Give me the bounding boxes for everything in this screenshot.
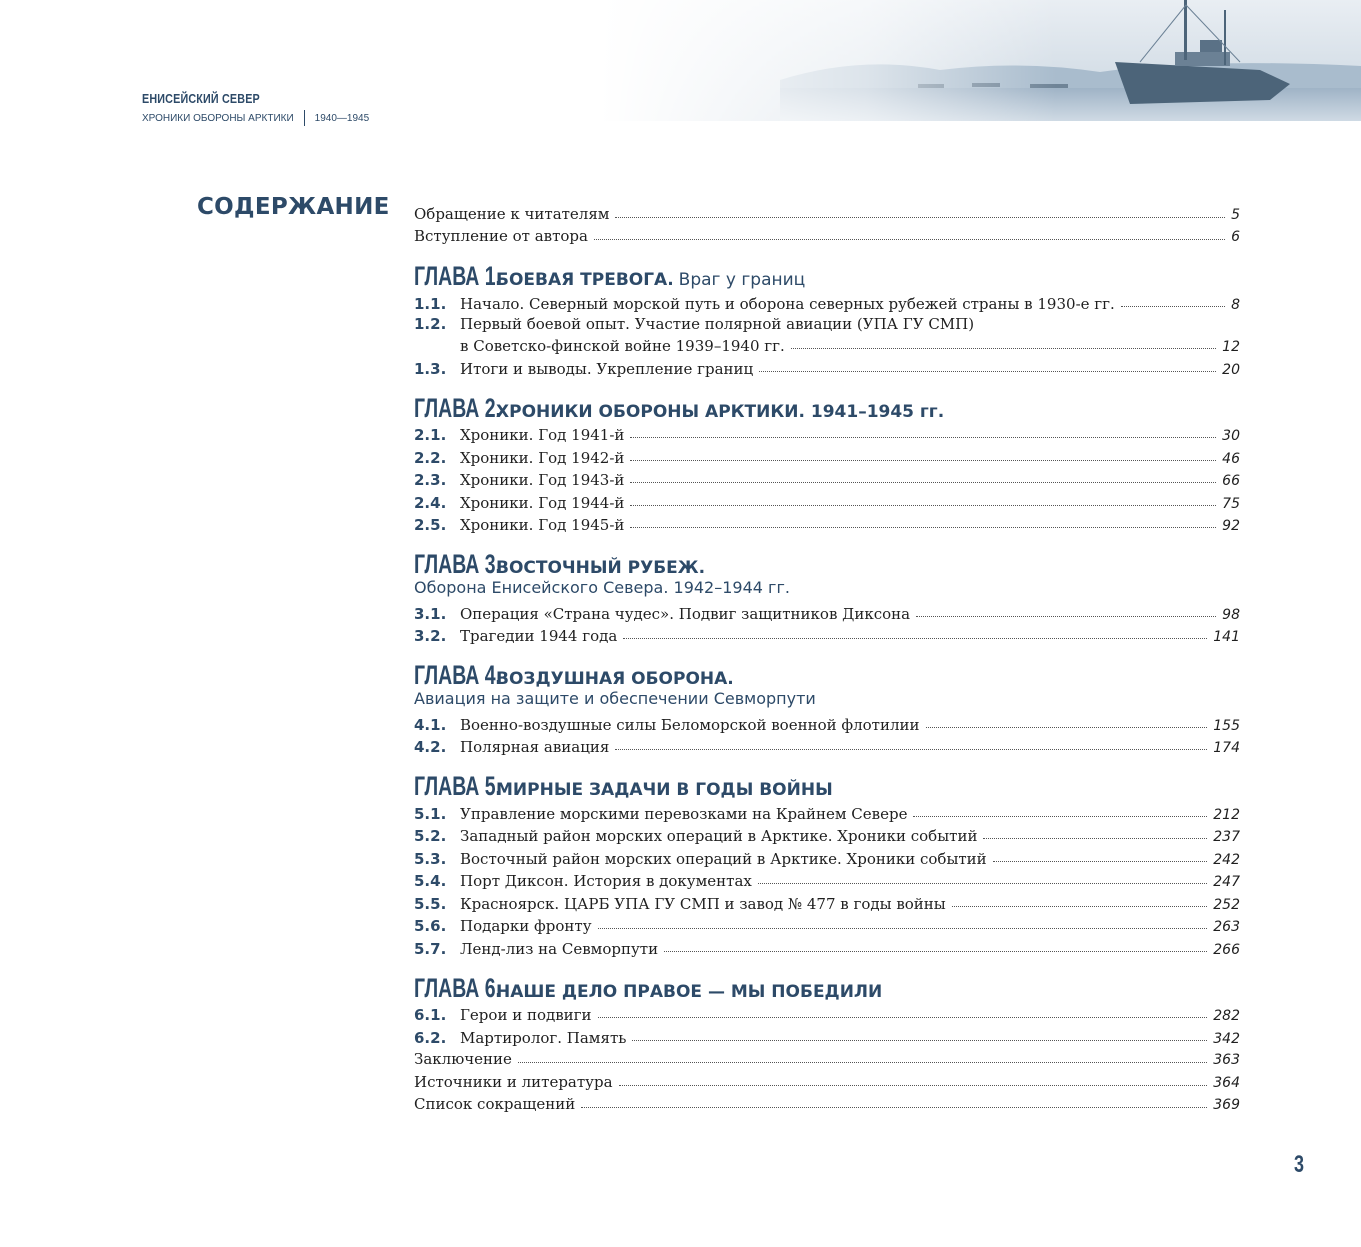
chapter-title-rest: Враг у границ: [678, 270, 806, 290]
chapter-label: ГЛАВА 3.: [414, 549, 501, 579]
entry-title: Порт Диксон. История в документах: [460, 872, 752, 890]
entry-number: 5.4.: [414, 872, 447, 890]
entry-number: 2.2.: [414, 448, 447, 467]
entry-number: 5.1.: [414, 804, 447, 823]
dot-leader: [926, 727, 1208, 728]
entry-title: Полярная авиация: [460, 738, 610, 756]
entry-page: 5: [1231, 206, 1240, 223]
entry-page: 237: [1213, 829, 1240, 845]
toc-entry[interactable]: [414, 223, 1240, 246]
chapter-label: ГЛАВА 5.: [414, 771, 501, 801]
chapter-block: [414, 391, 1240, 534]
entry-page: 252: [1213, 896, 1240, 913]
entry-number: 1.2.: [414, 314, 447, 333]
chapter-heading[interactable]: [414, 658, 1240, 688]
toc-entry[interactable]: [414, 822, 1240, 845]
dot-leader: [623, 638, 1207, 639]
entry-title: Хроники. Год 1945-й: [460, 516, 625, 534]
spacer: [414, 533, 1240, 547]
entry-page: 247: [1213, 874, 1240, 890]
chapter-subtitle: Оборона Енисейского Севера. 1942–1944 гг.: [414, 578, 790, 597]
spacer: [414, 957, 1240, 971]
toc-entry[interactable]: [414, 1023, 1240, 1046]
chapter-heading[interactable]: [414, 391, 1240, 421]
toc-entry[interactable]: [414, 1068, 1240, 1091]
spacer: [414, 755, 1240, 769]
toc-entry[interactable]: [414, 934, 1240, 957]
series-subtitle-line: [142, 110, 369, 126]
toc-entry[interactable]: [414, 912, 1240, 935]
entry-number: 5.2.: [414, 827, 447, 845]
toc-entry[interactable]: [414, 1001, 1240, 1024]
dot-leader: [1121, 306, 1225, 307]
entry-title: Красноярск. ЦАРБ УПА ГУ СМП и завод № 477 в годы войны: [460, 894, 946, 913]
entry-title: Восточный район морских операций в Арктике. Хроники событий: [460, 849, 987, 868]
entry-number: 6.1.: [414, 1006, 447, 1024]
dot-leader: [598, 1017, 1208, 1018]
spacer: [414, 644, 1240, 658]
entry-page: 212: [1213, 806, 1240, 823]
toc-entry[interactable]: [414, 443, 1240, 466]
toc-entry[interactable]: [414, 511, 1240, 534]
chapter-title: ВОЗДУШНАЯ ОБОРОНА.: [496, 669, 734, 689]
chapter-heading[interactable]: [414, 547, 1240, 577]
toc-entry[interactable]: [414, 733, 1240, 756]
toc-entry[interactable]: [414, 844, 1240, 867]
chapter-block: [414, 259, 1240, 377]
entry-number: 3.1.: [414, 604, 447, 623]
chapter-title: МИРНЫЕ ЗАДАЧИ В ГОДЫ ВОЙНЫ: [496, 780, 833, 800]
entry-page: 342: [1213, 1030, 1240, 1047]
series-title: ЕНИСЕЙСКИЙ СЕВЕР: [142, 92, 260, 106]
entry-page: 369: [1213, 1097, 1240, 1113]
toc-entry[interactable]: [414, 1091, 1240, 1114]
dot-leader: [594, 239, 1225, 240]
spacer: [414, 245, 1240, 259]
entry-page: 46: [1222, 450, 1240, 467]
series-years: 1940—1945: [314, 112, 370, 124]
entry-number: 1.3.: [414, 359, 447, 378]
page-number: 3: [1294, 1151, 1305, 1178]
dot-leader: [632, 1040, 1207, 1041]
chapter-title: БОЕВАЯ ТРЕВОГА.: [496, 270, 674, 290]
entry-number: 5.3.: [414, 849, 447, 868]
toc-entry[interactable]: [414, 889, 1240, 912]
chapter-label: ГЛАВА 1.: [414, 261, 501, 291]
chapter-label: ГЛАВА 6.: [414, 972, 501, 1003]
entry-title: Военно-воздушные силы Беломорской военной флотилии: [460, 715, 920, 734]
entry-title: Источники и литература: [414, 1072, 613, 1091]
dot-leader: [630, 527, 1216, 528]
entry-page: 8: [1231, 296, 1240, 313]
dot-leader: [630, 437, 1216, 438]
dot-leader: [630, 482, 1216, 483]
chapter-block: [414, 658, 1240, 755]
entry-page: 363: [1213, 1052, 1240, 1068]
entry-number: 2.4.: [414, 493, 447, 512]
toc-entry[interactable]: [414, 622, 1240, 645]
header-ship-photo: [600, 0, 1361, 121]
toc-entry[interactable]: [414, 200, 1240, 223]
dot-leader: [913, 816, 1207, 817]
entry-title: Ленд-лиз на Севморпути: [460, 939, 659, 958]
chapter-block: [414, 547, 1240, 644]
toc-entry[interactable]: [414, 289, 1240, 312]
entry-number: 2.1.: [414, 426, 447, 444]
entry-title: Управление морскими перевозками на Крайнем Севере: [460, 804, 908, 823]
toc-entry-line1[interactable]: [414, 312, 1240, 332]
chapter-heading[interactable]: [414, 259, 1240, 289]
entry-title: Хроники. Год 1941-й: [460, 426, 625, 444]
entry-title: Список сокращений: [414, 1095, 576, 1113]
dot-leader: [619, 1085, 1208, 1086]
chapter-title: ХРОНИКИ ОБОРОНЫ АРКТИКИ. 1941–1945 гг.: [496, 401, 945, 422]
dot-leader: [952, 906, 1208, 907]
dot-leader: [581, 1107, 1207, 1108]
entry-title: Герои и подвиги: [460, 1006, 592, 1024]
entry-title: Хроники. Год 1942-й: [460, 448, 625, 467]
dot-leader: [518, 1062, 1207, 1063]
entry-page: 364: [1213, 1074, 1240, 1091]
chapter-label: ГЛАВА 4.: [414, 660, 501, 690]
entry-page: 66: [1222, 473, 1240, 489]
entry-title: Западный район морских операций в Арктике. Хроники событий: [460, 827, 978, 845]
dot-leader: [630, 505, 1216, 506]
dot-leader: [598, 928, 1208, 929]
entry-title: Заключение: [414, 1050, 512, 1068]
entry-title: Подарки фронту: [460, 917, 592, 935]
entry-number: 4.1.: [414, 715, 447, 734]
entry-page: 20: [1222, 361, 1240, 378]
entry-title: Вступление от автора: [414, 227, 588, 245]
dot-leader: [630, 460, 1216, 461]
chapter-subtitle: Авиация на защите и обеспечении Севморпути: [414, 689, 816, 708]
dot-leader: [791, 348, 1216, 349]
entry-page: 12: [1222, 339, 1240, 355]
chapter-heading[interactable]: [414, 971, 1240, 1001]
toc-entry[interactable]: [414, 421, 1240, 444]
toc-entry-line2[interactable]: [414, 332, 1240, 355]
entry-page: 92: [1222, 518, 1240, 534]
toc-entry[interactable]: [414, 354, 1240, 377]
entry-page: 266: [1213, 941, 1240, 958]
entry-page: 282: [1213, 1008, 1240, 1024]
entry-title: Итоги и выводы. Укрепление границ: [460, 359, 754, 378]
chapter-title: НАШЕ ДЕЛО ПРАВОЕ — МЫ ПОБЕДИЛИ: [496, 981, 883, 1002]
toc-entry[interactable]: [414, 799, 1240, 822]
dot-leader: [664, 951, 1207, 952]
dot-leader: [983, 838, 1207, 839]
dot-leader: [615, 749, 1207, 750]
entry-page: 75: [1222, 495, 1240, 512]
dot-leader: [758, 883, 1207, 884]
toc-entry[interactable]: [414, 710, 1240, 733]
entry-title: Обращение к читателям: [414, 204, 610, 223]
entry-title: Мартиролог. Память: [460, 1028, 627, 1047]
entry-page: 98: [1222, 606, 1240, 623]
chapter-heading[interactable]: [414, 769, 1240, 799]
toc-entry[interactable]: [414, 599, 1240, 622]
series-header: [142, 92, 369, 126]
entry-number: 6.2.: [414, 1028, 447, 1047]
toc-entry[interactable]: [414, 1046, 1240, 1069]
entry-page: 141: [1213, 629, 1240, 645]
entry-number: 3.2.: [414, 627, 447, 645]
dot-leader: [615, 217, 1225, 218]
entry-number: 5.5.: [414, 894, 447, 913]
entry-title: Операция «Страна чудес». Подвиг защитников Диксона: [460, 604, 911, 623]
entry-title: Начало. Северный морской путь и оборона северных рубежей страны в 1930-е гг.: [460, 294, 1115, 313]
entry-title: Хроники. Год 1944-й: [460, 493, 625, 512]
entry-page: 263: [1213, 919, 1240, 935]
series-subtitle: ХРОНИКИ ОБОРОНЫ АРКТИКИ: [142, 112, 294, 124]
entry-title: Первый боевой опыт. Участие полярной авиации (УПА ГУ СМП): [460, 314, 975, 333]
chapter-title: ВОСТОЧНЫЙ РУБЕЖ.: [496, 558, 706, 578]
chapter-block: [414, 971, 1240, 1046]
entry-page: 242: [1213, 851, 1240, 868]
dot-leader: [759, 371, 1216, 372]
entry-title: Трагедии 1944 года: [460, 627, 618, 645]
entry-number: 4.2.: [414, 738, 447, 756]
entry-page: 155: [1213, 717, 1240, 734]
entry-number: 5.7.: [414, 939, 447, 958]
toc-entry[interactable]: [414, 867, 1240, 890]
entry-page: 6: [1231, 229, 1240, 245]
toc-entry[interactable]: [414, 466, 1240, 489]
chapter-block: [414, 769, 1240, 957]
dot-leader: [916, 616, 1216, 617]
series-separator: [304, 110, 305, 126]
entry-page: 174: [1213, 740, 1240, 756]
dot-leader: [993, 861, 1208, 862]
entry-title: Хроники. Год 1943-й: [460, 471, 625, 489]
toc-heading: СОДЕРЖАНИЕ: [197, 194, 390, 220]
entry-title-continued: в Советско-финской войне 1939–1940 гг.: [460, 337, 785, 355]
toc-entry[interactable]: [414, 488, 1240, 511]
chapter-label: ГЛАВА 2.: [414, 392, 501, 423]
table-of-contents: [414, 200, 1240, 1113]
entry-number: 1.1.: [414, 294, 447, 313]
entry-number: 5.6.: [414, 917, 447, 935]
entry-number: 2.3.: [414, 471, 447, 489]
entry-page: 30: [1222, 428, 1240, 444]
spacer: [414, 377, 1240, 391]
entry-number: 2.5.: [414, 516, 447, 534]
